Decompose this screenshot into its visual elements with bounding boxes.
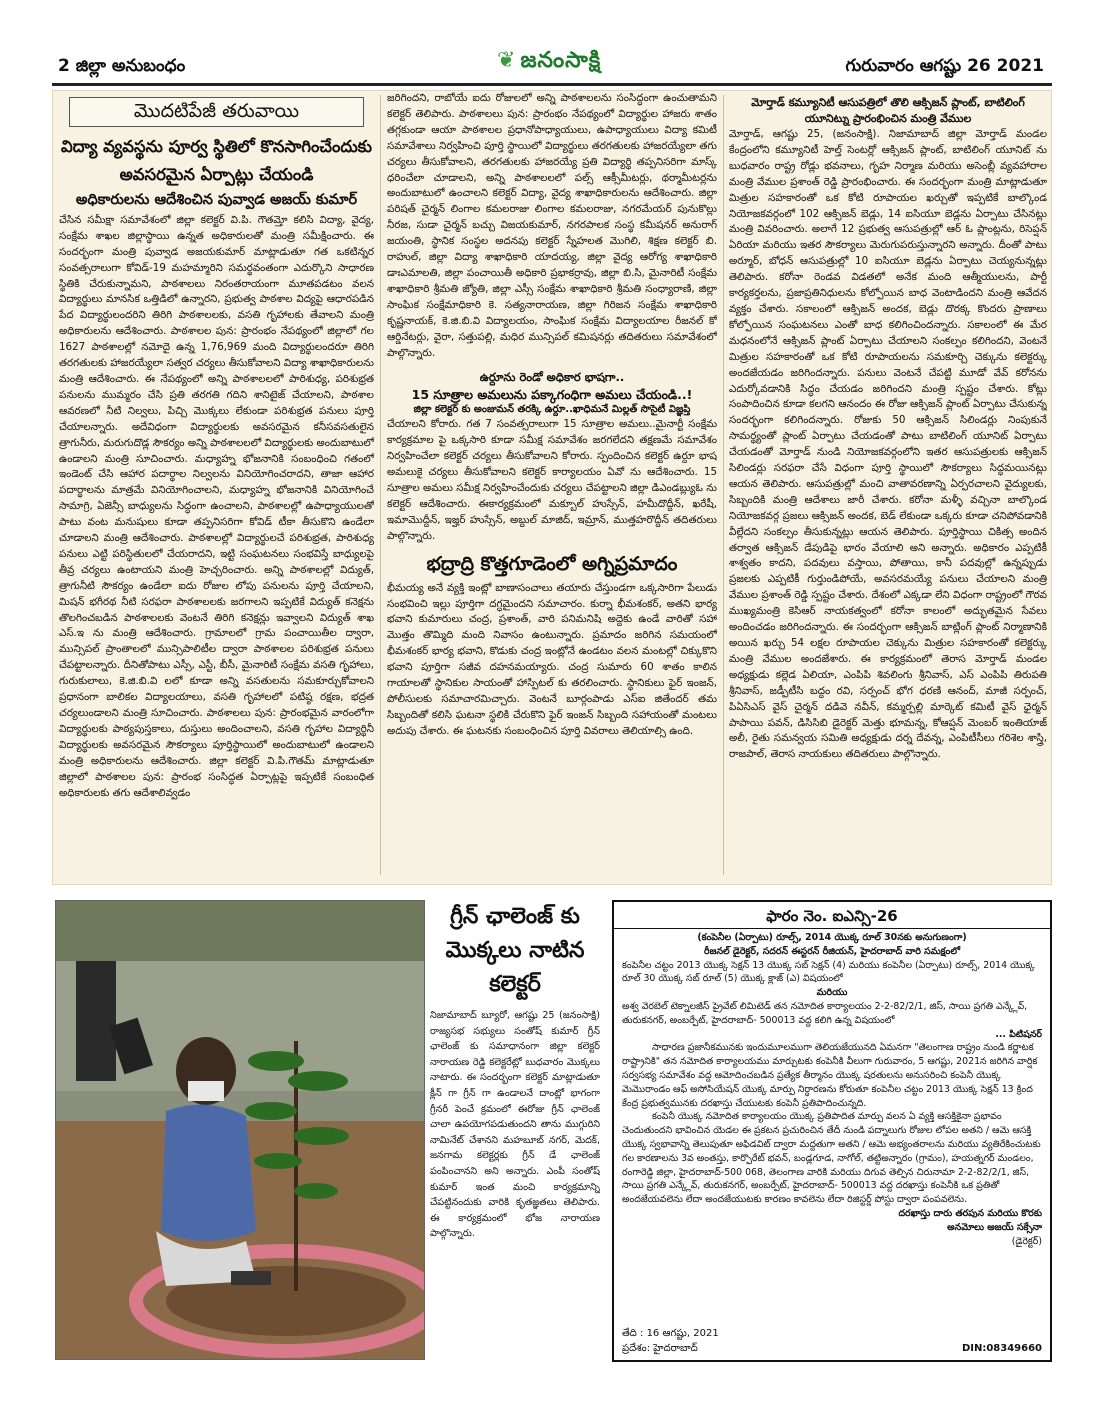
column-2 [387, 91, 717, 740]
article-education-body: చేసిన సమీక్షా సమావేశంలో జిల్లా కలెక్టర్ వి.పి. గౌతమ్తో కలిసి విద్యా, వైద్య, సంక్షేమ శాఖల జిల్లాస్థాయి ఉన్నత అధికారులతో మంత్రి సమీక్షించారు. ఈ సందర్భంగా మంత్రి పువ్వాడ అజయకుమార్ మాట్లాడుతూ గత ఒకటిన్నర సంవత్సరాలుగా కోవిడ్-19 మహమ్మారిని సమర్థవంతంగా ఎదుర్కొని సాధారణ స్థితికి చేరుకున్నామని, పాఠశాలలు నిరంతరాయంగా మూతపడటం వలన విద్యార్థులు మానసిక ఒత్తిడిలో ఉన్నారని, ప్రభుత్వ పాఠశాల విద్యపై ఆధారపడిన పేద విద్యార్థులందరిని తిరిగి పాఠశాలలకు, వసతి గృహాలకు తేవాలని మంత్రి అధికారులను ఆదేశించారు. పాఠశాలల పున: ప్రారంభం నేపథ్యంలో జిల్లాలో గల 1627 పాఠశాలల్లో నమోదై ఉన్న 1,76,969 మంది విద్యార్థులందరూ తిరిగి తరగతులకు హాజరయ్యేలా సత్వర చర్యలు తీసుకోవాలని విద్యా శాఖాధికారులను మంత్రి ఆదేశించారు. ఈ నేపథ్యంలో అన్ని పాఠశాలలలో పారిశుధ్య, పరిశుభ్రత పనులను ముమ్మరం చేసి ప్రతి తరగతి గదిని శానిటైజ్ చేయాలని, పాఠశాల ఆవరణలో నీటి నిల్వలు, పిచ్చి మొక్కలు లేకుండా పరిశుభ్రత పనులు పూర్తి చేయాలన్నారు. అదేవిధంగా విద్యార్థులకు అవసరమైన కనీసవసతులైన త్రాగునీరు, మరుగుదొడ్ల సౌకర్యం అన్ని పాఠశాలలలో విద్యార్థులకు అందుబాటులో ఉండాలని మంత్రి సూచించారు. మధ్యాహ్న భోజనానికి సంబంధించి గతంలో ఇండెంట్ చేసి ఆహార పదార్థాల నిల్వలను వినియోగించరాదని, తాజా ఆహార పదార్థాలను మాత్రమే వినియోగించాలని, మధ్యాహ్న భోజనానికి వినియోగించే సామాగ్రి, ఏజెన్సీ బాధ్యులను సిద్ధంగా ఉంచాలని, పాఠశాలల్లో ఉపాధ్యాయులతో పాటు వంట మనుషులు కూడా తప్పనిసరిగా కోవిడ్ టీకా తీసుకొని ఉండేలా చూడాలని మంత్రి ఆదేశించారు. పాఠశాలల్లో విద్యార్థులచే పరిశుభ్రత, పారిశుధ్య పనులు ఎట్టి పరిస్థితులలో చేయరాదని, ఇట్టి సంఘటనలు సంభవిస్తే బాధ్యులపై తీవ్ర చర్యలు ఉంటాయని మంత్రి హెచ్చరించారు. అన్ని పాఠశాలల్లో విద్యుత్, త్రాగునీటి సౌకర్యం ఉండేలా ఐదు రోజుల లోపు పనులను పూర్తి చేయాలని, మిషన్ భగీరథ నీటి సరఫరా పాఠశాలలకు జరగాలని ఇప్పటికే విద్యుత్ కనెక్షను తొలగించబడిన పాఠశాలలకు వెంటనే తిరిగి కనెక్షన్లు ఇవ్వాలని విద్యుత్ శాఖ ఎస్.ఇ ను మంత్రి ఆదేశించారు. గ్రామాలలో గ్రామ పంచాయితీల ద్వారా, మున్సిపల్ ప్రాంతాలలో మున్సిపాలిటీల ద్వారా పాఠశాలల పరిశుభ్రత పనులు చేపట్టాలన్నారు. దీనితోపాటు ఎస్సీ, ఎస్టీ, బీసీ, మైనారిటీ సంక్షేమ వసతి గృహాలు, గురుకులాలు, కె.జి.బి.వి లలో కూడా అన్ని వసతులను సమకూర్చుకోవాలని ప్రధానంగా బాలికల విద్యాలయాలు, వసతి గృహాలలో పటిష్ఠ రక్షణ, భద్రత చర్యలుండాలని మంత్రి సూచించారు. పాఠశాలలు పున: ప్రారంభమైన వారంలోగా విద్యార్థులకు పాఠ్యపుస్తకాలు, దుస్తులు అందించాలని, వసతి గృహాల విద్యార్థినీ విద్యార్థులకు అవసరమైన సౌకర్యాలు పూర్తిస్థాయిలో అందుబాటులో ఉండాలని మంత్రి అధికారులను ఆదేశించారు. జిల్లా కలెక్టర్ వి.పి.గౌతమ్ మాట్లాడుతూ జిల్లాలో పాఠశాలల పున: ప్రారంభ సంసిద్ధత ఏర్పాట్లపై ఇప్పటికే సంబంధిత అధికారులకు తగు ఆదేశాలివ్వడం [59, 213, 374, 799]
green-challenge-story [430, 900, 600, 1360]
notice-company-line: అశ్వ వెరబెల్ టెక్నాలజీస్ ప్రైవేట్ లిమిటెడ్ తన నమోదిత కార్యాలయం 2-2-82/2/1, జిస్, సాయి ప్రగతి ఎన్క్లేవ్, తురుకనగర్, అంబర్పేట్, హైదరాబాద్- 500013 వద్ద కలిగి ఉన్న విషయంలో [622, 1000, 1028, 1026]
issue-date: గురువారం ఆగష్టు 26 2021 [845, 56, 1044, 76]
article-green-body: నిజామాబాద్ బ్యూరో, ఆగష్టు 25 (జనంసాక్షి) రాజ్యసభ సభ్యులు సంతోష్ కుమార్ గ్రీన్ ఛాలెంజ్ కు సమాధానంగా జిల్లా కలెక్టర్ నారాయణ రెడ్డి కలెక్టరేట్లో బుధవారం మొక్కలు నాటారు. ఈ సందర్భంగా కలెక్టర్ మాట్లాడుతూ క్లీన్ గా గ్రీన్ గా ఉండాలనే దాంట్లో భాగంగా గ్రీనరీ పెంచే క్రమంలో ఈరోజు గ్రీన్ ఛాలెంజ్ చాలా ఉపయోగపడుతుందని తాను ముగ్గురిని నామినేట్ చేశానని మహబూబ్ నగర్, మెదక్, జనగామ కలెక్టర్లకు గ్రీన్ డే ఛాలెంజ్ పంపించానని అని అన్నారు. ఎంపీ సంతోష్ కుమార్ ఇంత మంచి కార్యక్రమాన్ని చేపట్టినందుకు వారికి కృతజ్ఞతలు తెలిపారు. ఈ కార్యక్రమంలో భోజ నారాయణ పాల్గొన్నారు. [430, 1010, 600, 1240]
notice-authority-line: రీజనల్ డైరెక్టర్, సదరన్ ఈస్టరన్ రీజియన్, హైదరాబాద్ వారి సమక్షంలో [704, 945, 960, 957]
headline-green-challenge: గ్రీన్ ఛాలెంజ్ కు మొక్కలు నాటిన కలెక్టర్ [445, 904, 585, 997]
headline-oxygen-plant: మోర్తాడ్ కమ్యూనిటీ ఆసుపత్రిలో తొలి ఆక్సిజన్ ప్లాంట్, బాటిలింగ్ యూనిట్ను ప్రారంభించిన మంత్రి వేముల [751, 96, 1025, 125]
notice-title: ఫారం నెం. ఐఎన్సి-26 [614, 906, 1050, 929]
notice-para-1: సాధారణ ప్రజానీకమునకు ఇందుమూలముగా తెలియజేయునది ఏమనగా "తెలంగాణ రాష్ట్రం నుండి కర్ణాటక రాష్ట్రానికి" తన నమోదిత కార్యాలయము మార్చుటకు కంపెనీకి వీలుగా గురువారం, 5 ఆగష్టు, 2021న జరిగిన వార్షిక సర్వసభ్య సమావేశం వద్ద ఆమోదించబడిన ప్రత్యేక తీర్మానం యొక్క షరతులను అనుసరించి కంపెనీ యొక్క మెమొరాండం ఆఫ్ అసోసియేషన్ యొక్క మార్పు నిర్ధారణను కోరుతూ కంపెనీల చట్టం 2013 యొక్క సెక్షన్ 13 క్రింద కేంద్ర ప్రభుత్వమునకు దరఖాస్తు చేయుటకు కంపెనీ ప్రతిపాదించున్నది. [622, 1042, 1038, 1109]
collector-planting-photo [55, 900, 425, 1360]
notice-footer-row [622, 1341, 1042, 1356]
headline-education-1: విద్యా వ్యవస్థను పూర్వ స్థితిలో కొనసాగించేందుకు [60, 136, 373, 156]
page-header [52, 44, 1052, 86]
masthead-logo [497, 48, 601, 78]
article-15-points-body: చేయాలని కోరారు. గత 7 సంవత్సరాలుగా 15 సూత్రాల అమలు..మైనార్టీ సంక్షేమ కార్యక్రమాల పై ఒక్కసారి కూడా సమీక్ష సమావేశం జరగలేదని తక్షణమే సమావేశం నిర్వహించేలా కలెక్టర్ చర్యలు తీసుకోవాలని కోరారు. స్పందించిన కలెక్టర్ ఉర్దూ భాష అమలుకై చర్యలు తీసుకోవాలని కలెక్టర్ కార్యాలయం ఏవో ను ఆదేశించారు. 15 సూత్రాల అమలు సమీక్ష నిర్వహించేందుకు చర్యలు చేపట్టాలని జిల్లా డిఎండబ్ల్యుఓ ను కలెక్టర్ ఆదేశించారు. ఈకార్యక్రమంలో మక్బూల్ హుస్సేన్, హమీదొద్దీన్, ఖరేషీ, ఇమామొద్దీన్, ఇజ్హర్ హుస్సేన్, అబ్దుల్ మాజిద్, ఇమ్రాన్, ముత్తహరొద్దీన్ తదితరులు పాల్గొన్నారు. [387, 418, 717, 542]
article-oxygen-body: మోర్తాడ్, ఆగష్టు 25, (జనంసాక్షి). నిజామాబాద్ జిల్లా మోర్తాడ్ మండల కేంద్రంలోని కమ్యూనిటీ హెల్త్ సెంటర్లో ఆక్సిజన్ ప్లాంట్, బాటిలింగ్ యూనిట్ ను బుధవారం రాష్ట్ర రోడ్లు భవనాలు, గృహ నిర్మాణ మరియు అసెంబ్లీ వ్యవహారాల మంత్రి వేముల ప్రశాంత్ రెడ్డి ప్రారంభించారు. ఈ సందర్భంగా మంత్రి మాట్లాడుతూ మిత్రుల సహకారంతో ఒక కోటి రూపాయల ఖర్చుతో ఇప్పటికే బాల్కొండ నియోజకవర్గంలో 102 ఆక్సిజన్ బెడ్లు, 14 ఐసియూ బెడ్లను ఏర్పాటు చేసినట్లు మంత్రి వివరించారు. అలాగే 12 ప్రభుత్వ ఆసుపత్రుల్లో ఆర్ ఓ ప్లాంట్లను, రిసెప్షన్ ఏరియా మరియు ఇతర సౌకర్యాలు మెరుగుపరుస్తున్నారని అన్నారు. దీంతో పాటు అర్మూర్, బోధన్ ఆసుపత్రుల్లో 10 ఐసియూ బెడ్లను ఏర్పాటు చెయ్యనున్నట్లు తెలిపారు. కరోనా రెండవ విడతలో అనేక మంది ఆత్మీయులను, పార్టీ కార్యకర్తలను, ప్రజాప్రతినిధులను కోల్పోయిన బాధ వెంటాడిందని మంత్రి ఆవేదన వ్యక్తం చేశారు. సకాలంలో ఆక్సిజన్ అందక, బెడ్లు దొరక్క కొందరు ప్రాణాలు కోల్పోయిన సంఘటనలు ఎంతో బాధ కలిగించిందన్నారు. సకాలంలో ఈ మేర మధనంలోనే ఆక్సిజన్ ప్లాంట్ ఏర్పాటు చేయాలని సంకల్పం కలిగిందని, వెంటనే మిత్రుల సహకారంతో ఒక కోటి రూపాయలను సమకూర్చి చెక్కును కలెక్టర్కు అందజేయడం జరిగిందన్నారు. పనులు వెంటనే చేపట్టి మూడో వేవ్ కరోనను ఎదుర్కోవడానికి సిద్ధం చేయడం జరిగిందని మంత్రి స్పష్టం చేశారు. కోట్లు సంపాదించిన కూడా కలగని ఆనందం ఈ రోజు ఆక్సిజన్ ప్లాంట్ ఏర్పాటు చేసుకున్న సందర్భంగా కలిగిందన్నారు. రోజుకు 50 ఆక్సిజన్ సిలిండర్లు నింపుకునే సామర్థ్యంతో ప్లాంట్ ఏర్పాటు చేయడంతో పాటు బాటిలింగ్ యూనిట్ ఏర్పాటు చేయడంతో మోర్తాడ్ నుండి నియోజకవర్గంలోని ఇతర ఆసుపత్రులకు ఆక్సిజన్ సిలిండర్లు సరఫరా చేసే విధంగా పూర్తి స్థాయిలో సౌకర్యాలు సిద్ధమయినట్లు ఆయన తెలిపారు. ఆసుపత్రుల్లో మంచి వాతావరణాన్ని ఏర్పరచాలని వైద్యులకు, సిబ్బందికి మంత్రి ఆదేశాలు జారీ చేశారు. కరోనా మళ్ళీ వచ్చినా బాల్కొండ నియోజకవర్గ ప్రజలు ఆక్సిజన్ అందక, బెడ్ లేకుండా ఒక్కరు కూడా చనిపోవడానికి వీల్లేదని సంకల్పం తీసుకున్నట్లు ఆయన తెలిపారు. పూర్తిస్థాయి చికిత్స అందిన తర్వాత ఆక్సిజన్ డేపుడిపై భారం వేయాలి అని అన్నారు. అధికారం ఎప్పటికీ శాశ్వతం కాదని, పదవులు వస్తాయి, పోతాయి, కానీ పదవుల్లో ఉన్నప్పుడు ప్రజలకు ఎప్పటికీ గుర్తుండిపోయే, అవసరమయ్యే పనులు చేయాలని మంత్రి వేముల ప్రశాంత్ రెడ్డి స్పష్టం చేశారు. దేశంలో ఎక్కడా లేని విధంగా రాష్ట్రంలో గౌరవ ముఖ్యమంత్రి కెసిఆర్ నాయకత్వంలో కరోనా కాలంలో అద్భుతమైన సేవలు అందించడం జరిగిందన్నారు. ఈ సందర్భంగా ఆక్సిజన్ బాట్లింగ్ ప్లాంట్ నిర్మాణానికి అయిన ఖర్చు 54 లక్షల రూపాయల చెక్కును మిత్రుల సహకారంతో కలెక్టర్కు మంత్రి వేముల అందజేశారు. ఈ కార్యక్రమంలో తెరాస మోర్తాడ్ మండల అధ్యక్షుడు కల్లెడ ఏలియా, ఎంపిపి శివలింగు శ్రీనివాస్, ఎస్ ఎంపిపి తిరుపతి శ్రీనివాస్, జడ్పీటీసి బద్దం రవి, సర్పంచ్ భోగ ధరణి ఆనంద్, మాజీ సర్పంచ్, పిఏసిఎస్ వైస్ చైర్మన్ దడివె నవీన్, కమ్మర్పల్లి మార్కెట్ కమిటీ వైస్ ఛైర్మన్ పాపాయి పవన్, డిసిసిబి డైరెక్టర్ మెత్తు భూమన్న, కోఆప్షన్ మెంబర్ ఇంతియాజ్ అలీ, రైతు సమన్వయ సమితి అధ్యక్షుడు దర్న దేవన్న, ఎంపిటీసీలు గరిశెల శాస్త్రి, రాజపాల్, తెరాస నాయకులు తదితరులు పాల్గొన్నారు. [729, 128, 1047, 761]
column-divider [723, 95, 724, 875]
article-education-continued: జరిగిందని, రాబోయే ఐదు రోజులలో అన్ని పాఠశాలలను సంసిద్ధంగా ఉంచుతామని కలెక్టర్ తెలిపారు. పాఠశాలలు పున: ప్రారంభం నేపథ్యంలో విద్యార్థుల హాజరు శాతం తగ్గకుండా ఆయా పాఠశాలల ప్రధానోపాధ్యాయులు, ఉపాధ్యాయులు విద్యా కమిటీ సమావేశాలు నిర్వహించి పూర్తి స్థాయిలో విద్యార్థులు తరగతులకు హాజరయ్యేలా తగు చర్యలు తీసుకోవాలని, తరగతులకు హాజరయ్యే ప్రతి విద్యార్థి తప్పనిసరిగా మాస్క్ ధరించేలా చూడాలని, అన్ని పాఠశాలలలో పల్స్ ఆక్సీమీటర్లు, థర్మామీటర్లను అందుబాటులో ఉంచాలని కలెక్టర్ విద్యా, వైద్య శాఖాధికారులను ఆదేశించారు. జిల్లా పరిషత్ చైర్మన్ లింగాల కమలరాజు లింగాల కమలరాజు, నగరమేయర్ పునుకొల్లు నీరజ, సుడా చైర్మన్ బచ్చు విజయకుమార్, నగరపాలక సంస్థ కమీషనర్ అనురాగ్ జయంతి, స్థానిక సంస్థల అదనపు కలెక్టర్ స్నేహలత మొగిలి, శిక్షణ కలెక్టర్ బి. రాహుల్, జిల్లా విద్యా శాఖాధికారి యాదయ్య, జిల్లా వైద్య ఆరోగ్య శాఖాధికారి డాఃఎమాలతి, జిల్లా పంచాయితీ అధికారి ప్రభాకర్రావు, జిల్లా బి.సి, మైనారిటీ సంక్షేమ శాఖాధికారి శ్రీమతి జ్యోతి, జిల్లా ఎస్సీ సంక్షేమ శాఖాధికారి శ్రీమతి సంధ్యారాణి, జిల్లా సాంఘిక సంక్షేమాధికారి కె. సత్యనారాయణ, జిల్లా గిరిజన సంక్షేమ శాఖాధికారి కృష్ణనాయక్, కె.జి.బి.వి విద్యాలయం, సాంఘిక సంక్షేమ విద్యాలయాల రీజనల్ కో ఆర్డినేటర్లు, వైరా, సత్తుపల్లి, మధిర మున్సిపల్ కమిషనర్లు తదితరులు సమావేశంలో పాల్గొన్నారు. [387, 92, 717, 359]
subhead-15-points: జిల్లా కలెక్టర్ కు అంజుమన్ తరక్కి ఉర్దూ..ఖాధిమనే మిల్లత్ సొసైటీ విజ్ఞప్తి [413, 404, 691, 416]
photo-illustration [56, 901, 425, 1360]
headline-education-2: అవసరమైన ఏర్పాట్లు చేయండి [119, 164, 314, 184]
headline-urdu: ఉర్దూను రెండో అధికార భాషగా.. [479, 370, 625, 385]
column-3 [729, 91, 1047, 763]
subhead-education: అధికారులను ఆదేశించిన పువ్వాడ అజయ్ కుమార్ [75, 191, 358, 208]
notice-din: DIN:08349660 [961, 1343, 1042, 1354]
headline-fire-accident: భద్రాద్రి కొత్తగూడెంలో అగ్నిప్రమాదం [426, 552, 678, 575]
notice-para-2: కంపెనీ యొక్క నమోదిత కార్యాలయం యొక్క ప్రతిపాదిత మార్పు వలన ఏ వ్యక్తి ఆసక్తికైనా ప్రభావం చెందుతుందని భావించిన యెడల ఈ ప్రకటన ప్రచురించిన తేదీ నుండి పద్నాలుగు రోజుల లోపల అతని / ఆమె ఆసక్తి యొక్క స్వభావాన్ని తెలుపుతూ అఫిడవిట్ ద్వారా మద్దతుగా అతని / ఆమె అభ్యంతరాలను మరియు వ్యతిరేకించుటకు గల కారణాలను 3వ అంతస్తు, కార్పొరేట్ భవన్, బండ్లగూడ, నాగోల్, తట్టిఅన్నారం (గ్రామం), హయత్నగర్ మండలం, రంగారెడ్డి జిల్లా, హైదరాబాద్-500 068, తెలంగాణ వారికి మరియు దిగువ తెల్పిన చిరునామా 2-2-82/2/1, జిస్, సాయి ప్రగతి ఎన్క్లేవ్, తురుకనగర్, అంబర్పేట్, హైదరాబాద్- 500013 వద్ద దరఖాస్తు కంపెనీకి ఒక ప్రతితో అందజేయవలెను లేదా అందజేయుటకు కారణం కావలెను లేదా రిజిస్టర్డ్ పోస్టు ద్వారా పంపవలెను. [622, 1111, 1041, 1206]
legal-notice-inc26 [612, 900, 1052, 1362]
notice-section-line: కంపెనీల చట్టం 2013 యొక్క సెక్షన్ 13 యొక్క సబ్ సెక్షన్ (4) మరియు కంపెనీల (ఏర్పాటు) రూల్స్, 2014 యొక్క రూల్ 30 యొక్క సబ్ రూల్ (5) యొక్క క్లాజ్ (ఎ) విషయంలో [622, 959, 1035, 985]
notice-sign-line-3: (డైరెక్టర్) [1011, 1235, 1042, 1247]
masthead-text: జనంసాక్షి [520, 48, 602, 73]
notice-footer [622, 1326, 1042, 1356]
notice-petitioner: ... పిటిషనర్ [995, 1028, 1042, 1040]
top-news-panel [52, 90, 1052, 885]
page-label: 2 జిల్లా అనుబంధం [58, 56, 186, 76]
notice-place: ప్రదేశం: హైదరాబాద్ [622, 1343, 698, 1354]
notice-date: తేది : 16 ఆగష్టు, 2021 [622, 1328, 719, 1339]
notice-sign-line-2: అనమోలు అజయ్ సక్సేనా [947, 1221, 1042, 1233]
continuation-banner: మొదటిపేజీ తరువాయి [69, 97, 364, 127]
column-divider [380, 95, 381, 875]
headline-15-points: 15 సూత్రాల అమలును పక్కాగంధిగా అమలు చేయండి..! [411, 387, 693, 403]
leaf-icon: ❦ [497, 48, 517, 73]
column-1 [59, 91, 374, 801]
article-fire-body: భీమయ్య అనే వ్యక్తి ఇంట్లో బాణాసంచాలు తయారు చేస్తుండగా ఒక్కసారిగా పేలుడు సంభవించి ఇల్లు పూర్తిగా దగ్ధమైందని సమాచారం. కుర్నా భీమశంకర్, అతని భార్య భవాని కుమారులు చంద్ర, ప్రశాంత్, వారి పనిమనిషి అద్దెకు ఉండే వారితో సహా మొత్తం తొమ్మిది మంది నివాసం ఉంటున్నారు. ప్రమాదం జరిగిన సమయంలో భీమశంకర్ భార్య భవాని, కొడుకు చంద్ర ఇంట్లోనే ఉండటం వలన మంటల్లో చిక్కుకొని భవాని పూర్తిగా సజీవ దహనమయ్యారు. చంద్ర సుమారు 60 శాతం కాలిన గాయాలతో స్థానికుల సాయంతో హాస్పిటల్ కు తరలించారు. స్థానికులు ఫైర్ ఇంజన్, పోలీసులకు సమాచారమిచ్చారు. వెంటనే బూర్గంపాడు ఎస్ఐ జితేందర్ తమ సిబ్బందితో కలిసి ఘటనా స్థలికి చేరుకొని ఫైర్ ఇంజన్ సిబ్బంది సహాయంతో మంటలు అదుపు చేశారు. ఈ ఘటనకు సంబంధించిన పూర్తి వివరాలు తెలియాల్సి ఉంది. [387, 581, 717, 737]
notice-rule-line: (కంపెనీల (ఏర్పాటు) రూల్స్, 2014 యొక్క రూల్ 30నకు అనుగుణంగా) [697, 932, 967, 943]
notice-sign-line-1: దరఖాస్తు దారు తరపున మరియు కొరకు [898, 1207, 1042, 1219]
notice-and-line: మరియు [816, 987, 848, 999]
